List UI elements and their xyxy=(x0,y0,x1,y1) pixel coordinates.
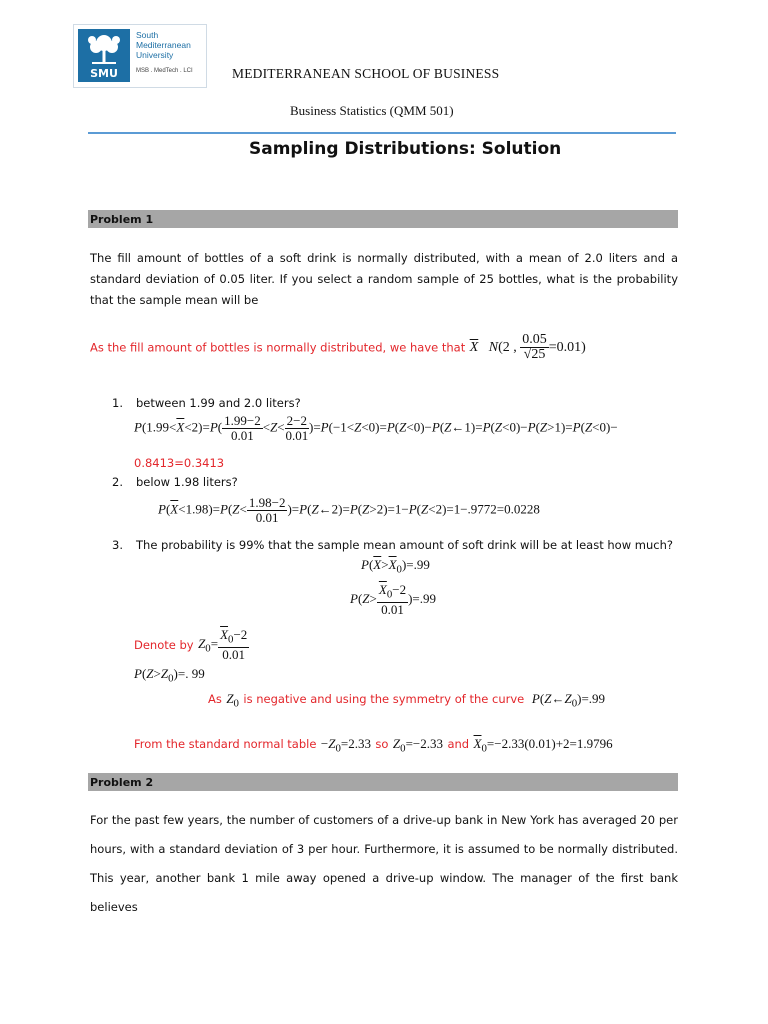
denote-line xyxy=(134,628,249,662)
logo-monogram: SMU xyxy=(90,67,118,80)
q2-text: below 1.98 liters? xyxy=(136,475,238,489)
symmetry-line xyxy=(208,690,605,710)
logo-line-2: Mediterranean xyxy=(136,40,191,50)
logo-tree-block xyxy=(78,29,130,82)
q1-number: 1. xyxy=(112,396,123,410)
page-title: Sampling Distributions: Solution xyxy=(249,139,562,159)
as-text: As xyxy=(208,692,222,706)
header-rule xyxy=(88,132,676,134)
z0-equation: $P(Z>Z_0)=$. 99 xyxy=(134,666,205,685)
q1-equation: $P(1.99<\overline{X}<2)=P$( $\frac{1.99-2}{0.01}$ <Z< $\frac{2-2}{0.01}$ )=P(−1<Z<0)=P(Z<0)−P(Z←1)=P(Z<0)−P(Z>1)=P(Z<0)− xyxy=(134,413,618,443)
university-logo xyxy=(73,24,207,88)
symmetry-math: $P(Z\leftarrow Z_0)=.99$ xyxy=(531,691,606,710)
tree-icon xyxy=(78,29,130,69)
q2-number: 2. xyxy=(112,475,123,489)
logo-text xyxy=(136,30,193,76)
so-text: so xyxy=(375,737,389,751)
school-name: MEDITERRANEAN SCHOOL OF BUSINESS xyxy=(232,66,500,81)
logo-subline: MSB . MedTech . LCI xyxy=(136,68,193,74)
problem-2-text: For the past few years, the number of customers of a drive-up bank in New York has averaged 20 per hours, with a standard deviation of 3 per hour. Furthermore, it is assumed to be normally distributed. This year, another bank 1 mile away opened a drive-up window. The manager of the first bank believes xyxy=(90,813,678,914)
intro-math: $\overline{X}$ N(2 , $\frac{0.05}{√25}$ =0.01) xyxy=(469,332,586,362)
denote-math: $Z_0=$ $\frac{\overline{X}_0-2}{0.01}$ xyxy=(198,627,248,662)
q1-result: 0.8413=0.3413 xyxy=(134,456,225,470)
q2-equation: $P(\overline{X}<1.98)=P(Z<$ $\frac{1.98-2}{0.01}$ )=P(Z←2)=P(Z>2)=1−P(Z<2)=1−.9772=0.0228 xyxy=(158,495,540,525)
q3-text: The probability is 99% that the sample mean amount of soft drink will be at least how much? xyxy=(136,538,673,552)
problem-1-heading: Problem 1 xyxy=(88,210,678,228)
q3-eq-2: P(Z> $\frac{\overline{X}_0-2}{0.01}$ )=.99 xyxy=(350,582,437,617)
logo-line-1: South xyxy=(136,30,159,40)
denote-text: Denote by xyxy=(134,637,194,652)
symmetry-text: is negative and using the symmetry of the curve xyxy=(243,692,525,706)
q3-number: 3. xyxy=(112,538,123,552)
from-table-text: From the standard normal table xyxy=(134,737,317,751)
final-line xyxy=(134,735,613,755)
problem-2-heading: Problem 2 xyxy=(88,773,678,791)
z0-symbol: $Z_0$ xyxy=(226,691,239,710)
and-text: and xyxy=(447,737,470,751)
final-math-2: $Z_0=-2.33$ xyxy=(392,736,443,755)
q1-text: between 1.99 and 2.0 liters? xyxy=(136,396,301,410)
problem-1-text: The fill amount of bottles of a soft drink is normally distributed, with a mean of 2.0 liters and a standard deviation of 0.05 liter. If you select a random sample of 25 bottles, what is the probability that the sample mean will be xyxy=(90,251,678,307)
final-math-1: $-Z_0=2.33$ xyxy=(320,736,371,755)
intro-line xyxy=(90,333,586,362)
intro-text: As the fill amount of bottles is normally distributed, we have that xyxy=(90,340,466,355)
logo-line-3: University xyxy=(136,50,174,60)
final-math-3: $\overline{X}_0=-2.33(0.01)+2=1.9796$ xyxy=(473,736,613,755)
course-title: Business Statistics (QMM 501) xyxy=(290,103,454,118)
q3-eq-1: $P(\overline{X}>\overline{X}_0)=.99$ xyxy=(361,557,430,576)
